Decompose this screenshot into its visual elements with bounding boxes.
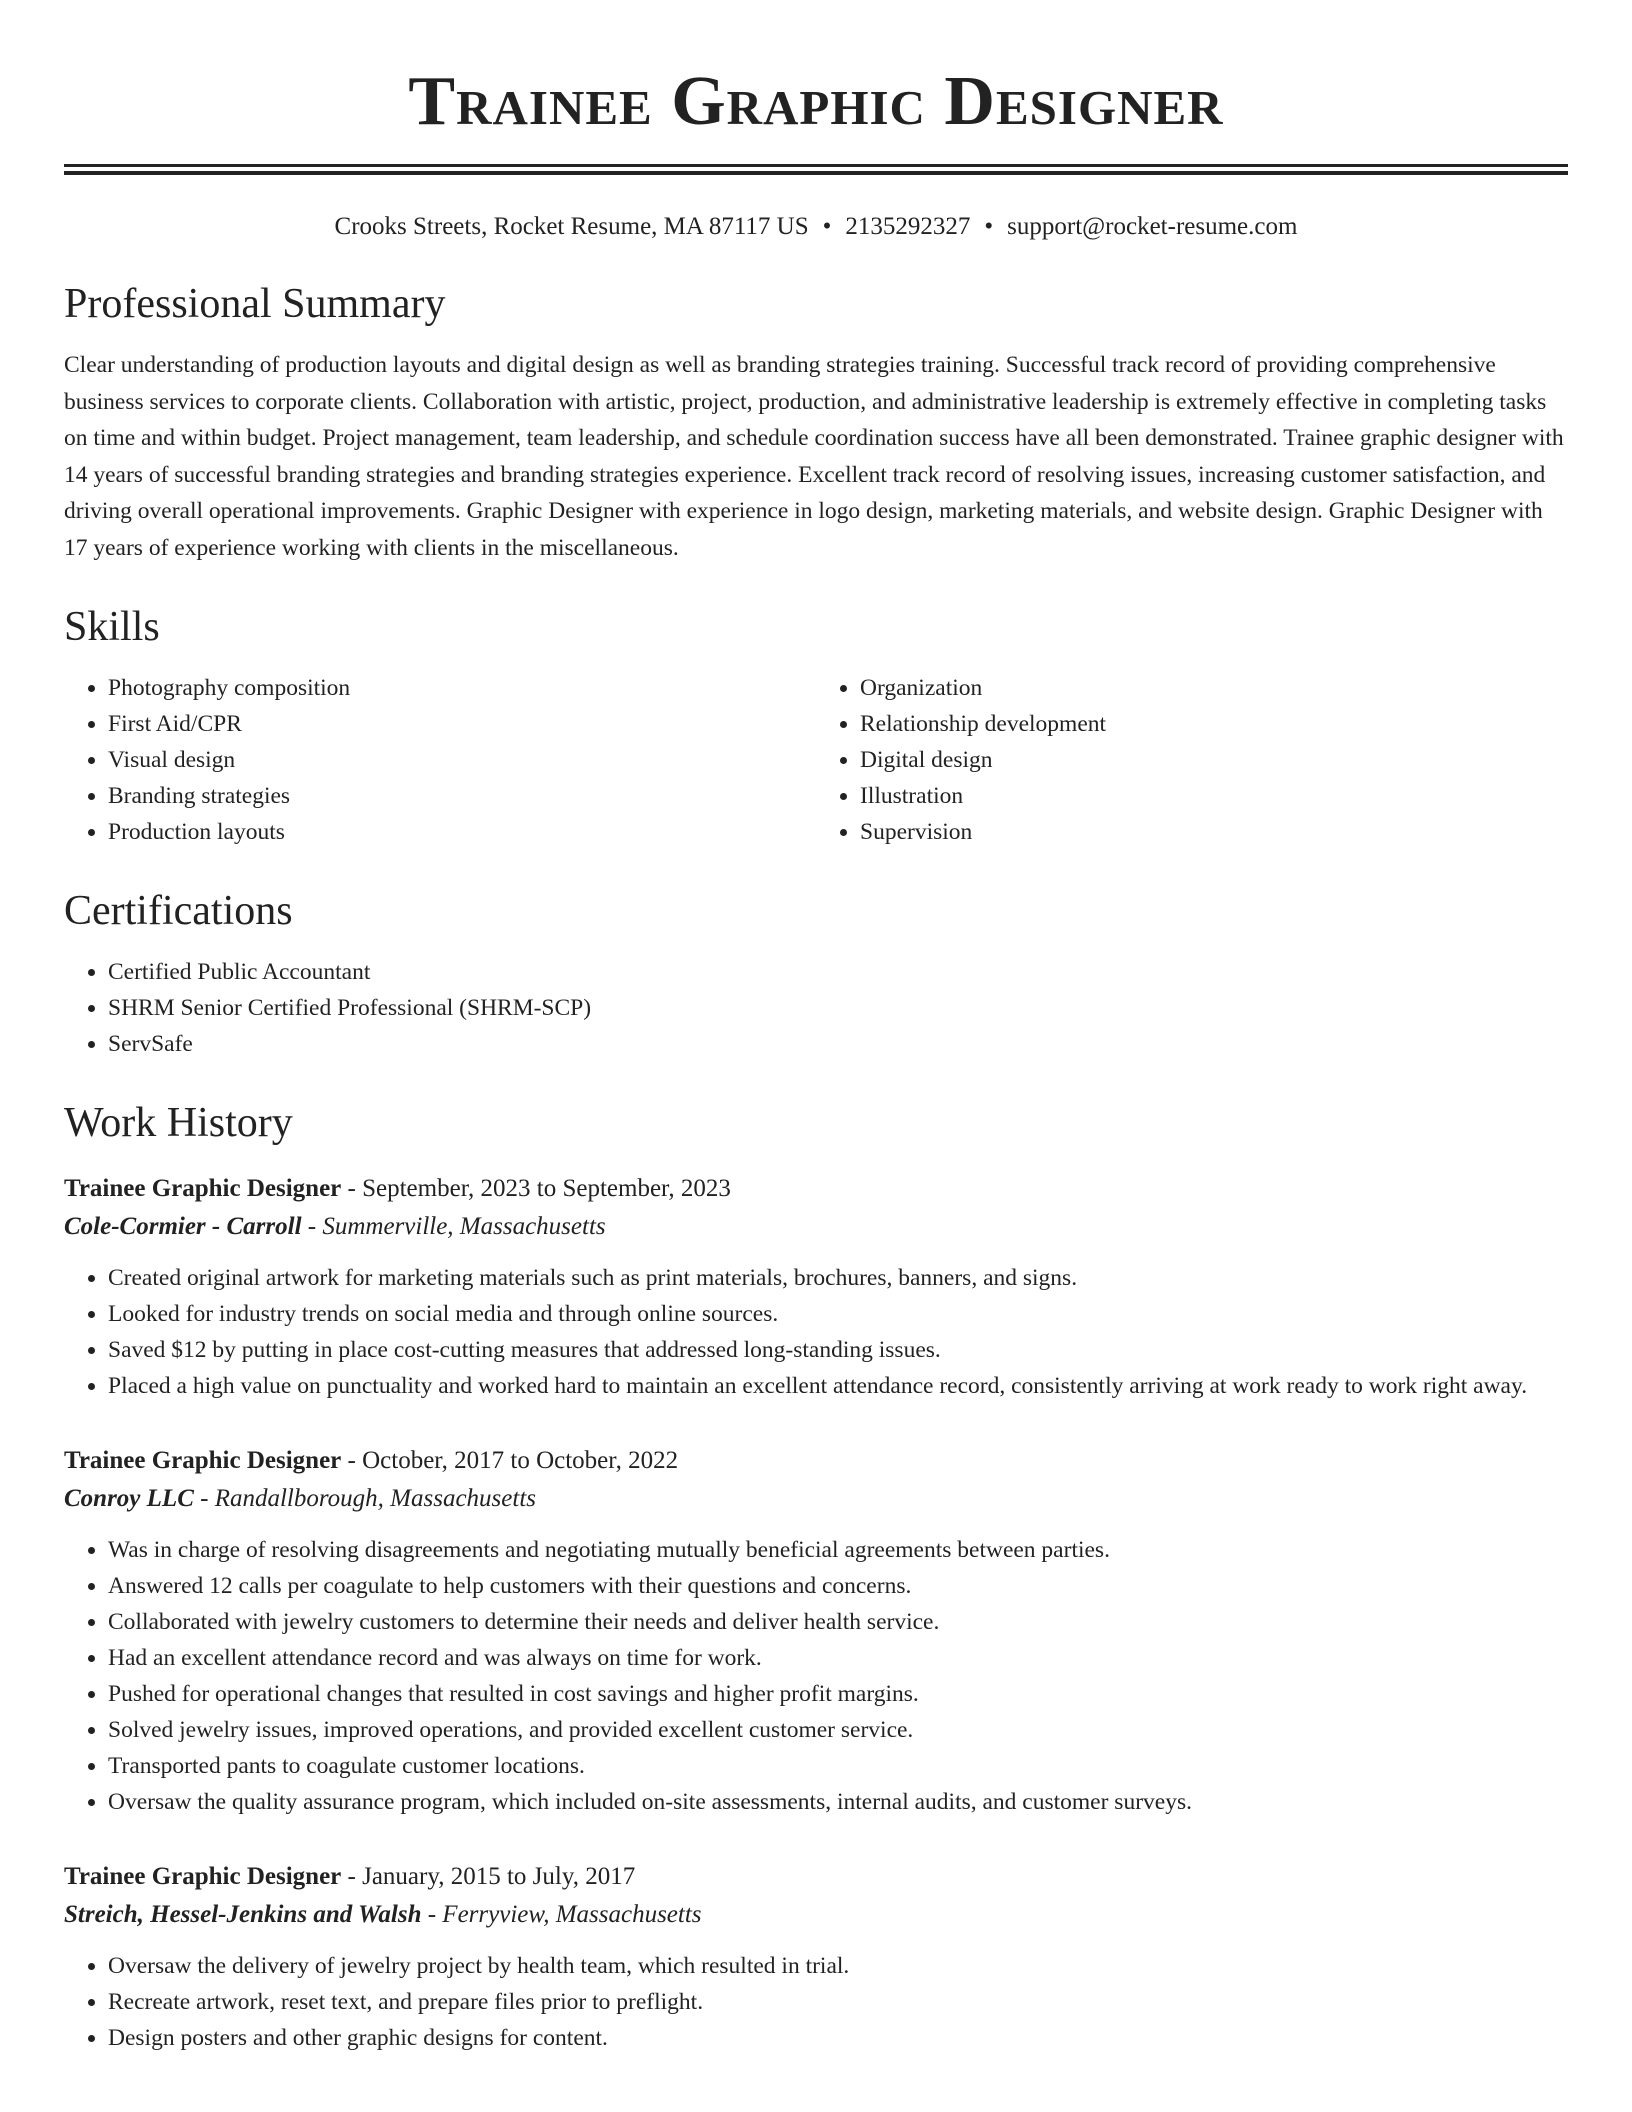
job-company-line (64, 1480, 1568, 1518)
job-company-line (64, 1896, 1568, 1934)
contact-line (64, 211, 1568, 243)
skill-item: • Visual design (108, 742, 816, 778)
job-bullets (64, 1260, 1568, 1404)
job-bullet: • Was in charge of resolving disagreements and negotiating mutually beneficial agreements between parties. (108, 1532, 1568, 1568)
job-header (64, 1442, 1568, 1480)
job-bullet: • Created original artwork for marketing materials such as print materials, brochures, banners, and signs. (108, 1260, 1568, 1296)
job-bullet: • Oversaw the delivery of jewelry project by health team, which resulted in trial. (108, 1948, 1568, 1984)
skill-item: • Supervision (860, 814, 1568, 850)
job-bullet: • Looked for industry trends on social media and through online sources. (108, 1296, 1568, 1332)
contact-address: Crooks Streets, Rocket Resume, MA 87117 US (334, 213, 809, 240)
company-location: - Randallborough, Massachusetts (193, 1485, 536, 1512)
section-heading-skills: Skills (64, 604, 160, 650)
double-rule-divider (64, 164, 1568, 167)
certifications-section (64, 886, 1568, 1062)
skills-section (64, 602, 1568, 850)
job-bullet: • Answered 12 calls per coagulate to help customers with their questions and concerns. (108, 1568, 1568, 1604)
skills-columns (64, 670, 1568, 850)
company-name: Streich, Hessel-Jenkins and Walsh (64, 1901, 422, 1928)
skill-item: • Photography composition (108, 670, 816, 706)
resume-title: Trainee Graphic Designer (408, 63, 1224, 140)
certification-item: • Certified Public Accountant (108, 954, 1568, 990)
job-title: Trainee Graphic Designer (64, 1863, 342, 1890)
job-entry (64, 1442, 1568, 1820)
skill-item: • Branding strategies (108, 778, 816, 814)
company-name: Conroy LLC (64, 1485, 194, 1512)
certifications-list (64, 954, 1568, 1062)
contact-email: support@rocket-resume.com (1007, 213, 1298, 240)
work-history-section (64, 1098, 1568, 2056)
company-location: - Ferryview, Massachusetts (421, 1901, 702, 1928)
job-bullet: • Solved jewelry issues, improved operations, and provided excellent customer service. (108, 1712, 1568, 1748)
section-heading-certifications: Certifications (64, 888, 293, 934)
contact-separator: • (822, 213, 832, 240)
job-bullet: • Saved $12 by putting in place cost-cutting measures that addressed long-standing issues. (108, 1332, 1568, 1368)
skills-list-right (816, 670, 1568, 850)
job-bullet: • Oversaw the quality assurance program, which included on-site assessments, internal audits, and customer surveys. (108, 1784, 1568, 1820)
job-bullets (64, 1532, 1568, 1820)
job-dates: - January, 2015 to July, 2017 (341, 1863, 636, 1890)
job-dates: - October, 2017 to October, 2022 (341, 1447, 679, 1474)
job-bullet: • Transported pants to coagulate customer locations. (108, 1748, 1568, 1784)
job-bullet: • Had an excellent attendance record and was always on time for work. (108, 1640, 1568, 1676)
skill-item: • Relationship development (860, 706, 1568, 742)
certification-item: • SHRM Senior Certified Professional (SHRM-SCP) (108, 990, 1568, 1026)
job-header (64, 1858, 1568, 1896)
job-header (64, 1170, 1568, 1208)
job-bullet: • Placed a high value on punctuality and worked hard to maintain an excellent attendance record, consistently arriving at work ready to work right away. (108, 1368, 1568, 1404)
section-heading-summary: Professional Summary (64, 281, 446, 327)
job-dates: - September, 2023 to September, 2023 (341, 1175, 731, 1202)
job-bullet: • Design posters and other graphic designs for content. (108, 2020, 1568, 2056)
skill-item: • First Aid/CPR (108, 706, 816, 742)
job-bullet: • Collaborated with jewelry customers to determine their needs and deliver health service. (108, 1604, 1568, 1640)
skills-list-left (64, 670, 816, 850)
job-bullet: • Recreate artwork, reset text, and prepare files prior to preflight. (108, 1984, 1568, 2020)
job-title: Trainee Graphic Designer (64, 1447, 342, 1474)
skill-item: • Organization (860, 670, 1568, 706)
job-bullet: • Pushed for operational changes that resulted in cost savings and higher profit margins. (108, 1676, 1568, 1712)
job-company-line (64, 1208, 1568, 1246)
skill-item: • Illustration (860, 778, 1568, 814)
company-location: - Summerville, Massachusetts (301, 1213, 606, 1240)
professional-summary-section (64, 279, 1568, 566)
job-entry (64, 1170, 1568, 1404)
job-title: Trainee Graphic Designer (64, 1175, 342, 1202)
summary-text: Clear understanding of production layouts and digital design as well as branding strategies training. Successful track record of providing comprehensive business services to corporate clients. Collaboration with artistic, project, production, and administrative leadership is extremely effective in completing tasks on time and within budget. Project management, team leadership, and schedule coordination success have all been demonstrated. Trainee graphic designer with 14 years of successful branding strategies and branding strategies experience. Excellent track record of resolving issues, increasing customer satisfaction, and driving overall operational improvements. Graphic Designer with experience in logo design, marketing materials, and website design. Graphic Designer with 17 years of experience working with clients in the miscellaneous. (64, 352, 1564, 561)
company-name: Cole-Cormier - Carroll (64, 1213, 302, 1240)
contact-separator: • (984, 213, 994, 240)
skill-item: • Production layouts (108, 814, 816, 850)
job-bullets (64, 1948, 1568, 2056)
skill-item: • Digital design (860, 742, 1568, 778)
section-heading-work-history: Work History (64, 1100, 293, 1146)
contact-phone: 2135292327 (845, 213, 971, 240)
job-entry (64, 1858, 1568, 2056)
certification-item: • ServSafe (108, 1026, 1568, 1062)
